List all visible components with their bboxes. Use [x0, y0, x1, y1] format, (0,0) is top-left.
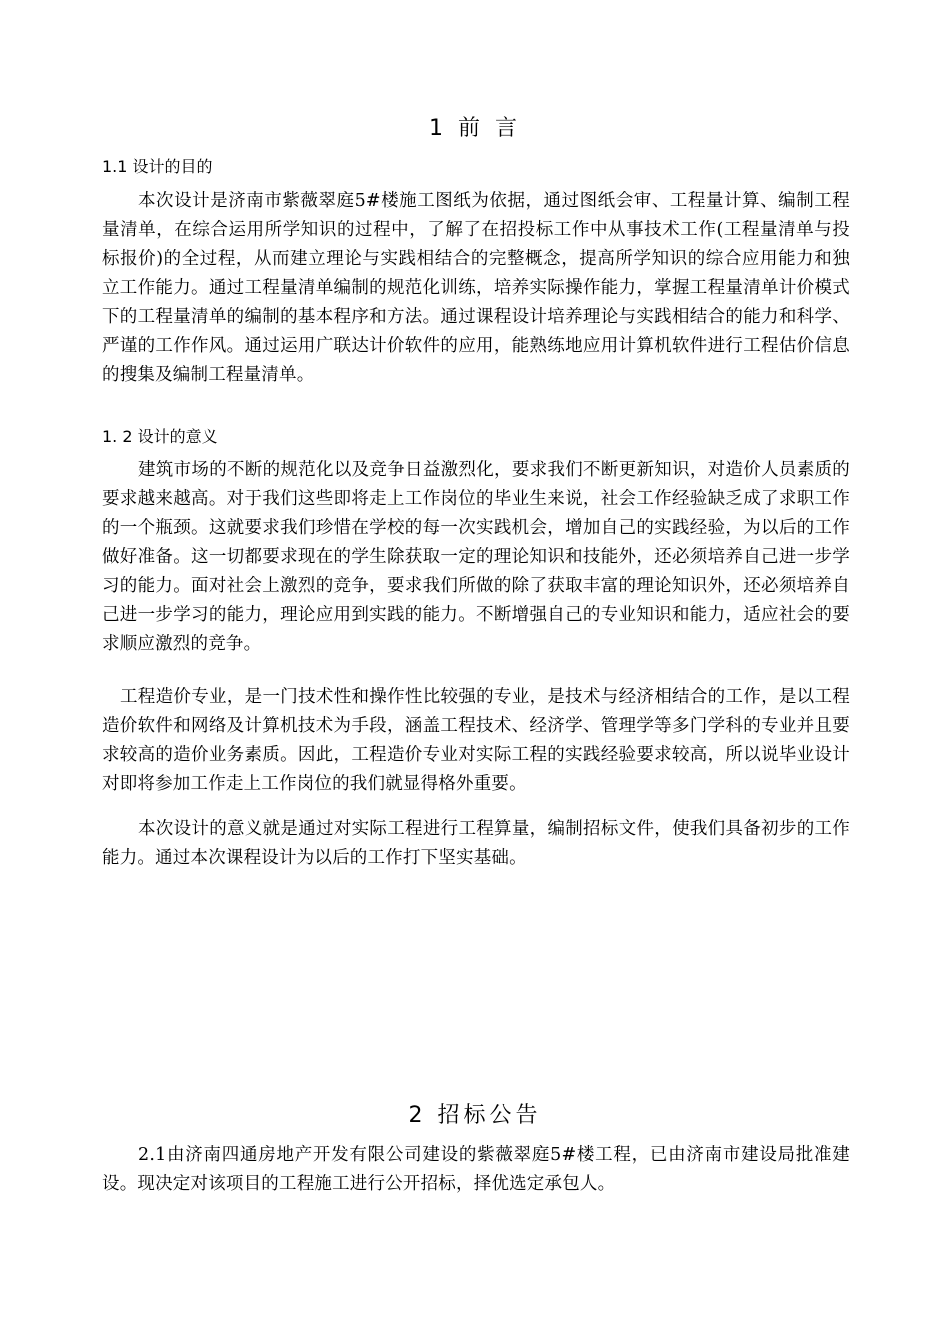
section-2-paragraph: 2.1由济南四通房地产开发有限公司建设的紫薇翠庭5#楼工程，已由济南市建设局批准建设。现决定对该项目的工程施工进行公开招标，择优选定承包人。: [102, 1145, 850, 1194]
section-1-1-heading: 1.1 设计的目的: [102, 157, 213, 176]
section-1-2-paragraph-2: 工程造价专业，是一门技术性和操作性比较强的专业，是技术与经济相结合的工作，是以工程造价软件和网络及计算机技术为手段，涵盖工程技术、经济学、管理学等多门学科的专业并且要求较高的造价业务素质。因此，工程造价专业对实际工程的实践经验要求较高，所以说毕业设计对即将参加工作走上工作岗位的我们就显得格外重要。: [102, 687, 850, 794]
section-1-title: 1 前 言: [429, 116, 521, 141]
section-2-title: 2 招标公告: [408, 1103, 542, 1128]
section-1-2-paragraph-3: 本次设计的意义就是通过对实际工程进行工程算量，编制招标文件，使我们具备初步的工作能力。通过本次课程设计为以后的工作打下坚实基础。: [102, 819, 850, 868]
section-1-1-paragraph: 本次设计是济南市紫薇翠庭5#楼施工图纸为依据，通过图纸会审、工程量计算、编制工程量清单，在综合运用所学知识的过程中，了解了在招投标工作中从事技术工作(工程量清单与投标报价)的全过程，从而建立理论与实践相结合的完整概念，提高所学知识的综合应用能力和独立工作能力。通过工程量清单编制的规范化训练，培养实际操作能力，掌握工程量清单计价模式下的工程量清单的编制的基本程序和方法。通过课程设计培养理论与实践相结合的能力和科学、严谨的工作作风。通过运用广联达计价软件的应用，能熟练地应用计算机软件进行工程估价信息的搜集及编制工程量清单。: [102, 191, 850, 385]
section-1-2-heading: 1. 2 设计的意义: [102, 427, 218, 446]
section-1-2-paragraph-1: 建筑市场的不断的规范化以及竞争日益激烈化，要求我们不断更新知识，对造价人员素质的要求越来越高。对于我们这些即将走上工作岗位的毕业生来说，社会工作经验缺乏成了求职工作的一个瓶颈。这就要求我们珍惜在学校的每一次实践机会，增加自己的实践经验，为以后的工作做好准备。这一切都要求现在的学生除获取一定的理论知识和技能外，还必须培养自己进一步学习的能力。面对社会上激烈的竞争，要求我们所做的除了获取丰富的理论知识外，还必须培养自己进一步学习的能力，理论应用到实践的能力。不断增强自己的专业知识和能力，适应社会的要求顺应激烈的竞争。: [102, 460, 850, 654]
